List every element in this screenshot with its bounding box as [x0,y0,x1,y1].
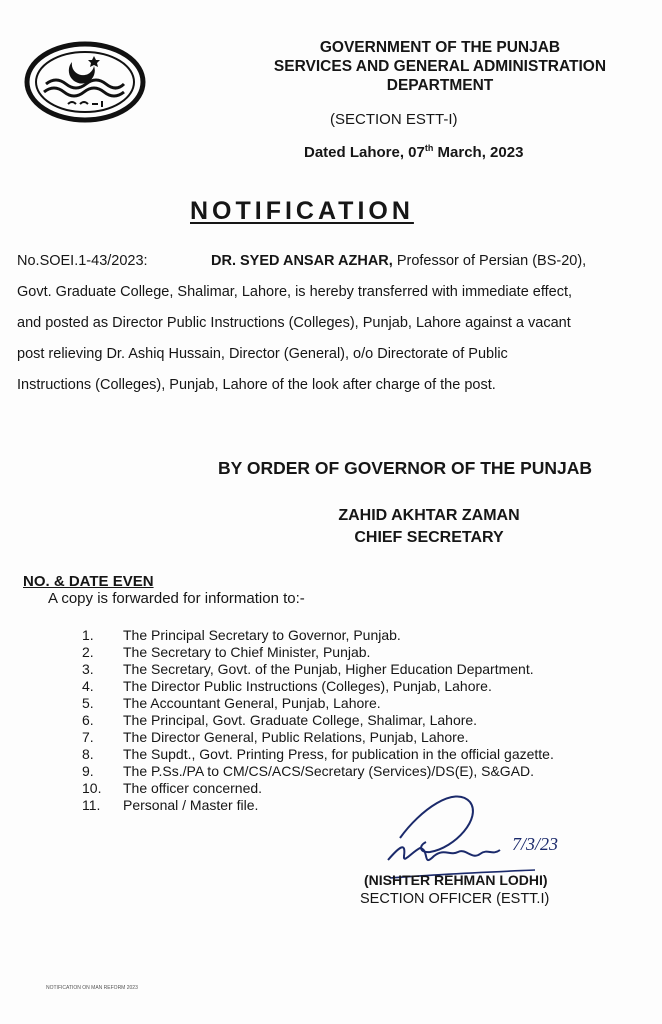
date-prefix: Dated Lahore, 07 [304,144,425,161]
list-item-number: 10. [82,780,102,796]
reference-number: No.SOEI.1-43/2023: [17,253,148,269]
list-item-number: 9. [82,763,94,779]
list-item-text: The Supdt., Govt. Printing Press, for publication in the official gazette. [123,746,554,762]
list-item-text: The Secretary to Chief Minister, Punjab. [123,644,371,660]
list-item [82,746,554,763]
officer-designation: Professor of Persian (BS-20), [392,253,587,269]
list-item-number: 8. [82,746,94,762]
list-item-text: The P.Ss./PA to CM/CS/ACS/Secretary (Services)/DS(E), S&GAD. [123,763,535,779]
list-item [82,695,554,712]
list-item-number: 5. [82,695,94,711]
chief-secretary-name: ZAHID AKHTAR ZAMAN [338,507,520,524]
list-item [82,678,554,695]
list-item-number: 1. [82,627,94,643]
punjab-emblem-icon [22,40,148,124]
list-item-number: 7. [82,729,94,745]
list-item [82,661,554,678]
list-item [82,627,554,644]
list-item-text: Personal / Master file. [123,797,259,813]
document-title: NOTIFICATION [190,197,414,225]
list-item-text: The Secretary, Govt. of the Punjab, Higher Education Department. [123,661,534,677]
footer-file-reference: NOTIFICATION ON MAN REFORM 2023 [46,985,138,991]
list-item-text: The officer concerned. [123,780,263,796]
body-line-3: and posted as Director Public Instructions (Colleges), Punjab, Lahore against a vacant [17,315,571,331]
list-item-text: The Principal, Govt. Graduate College, Shalimar, Lahore. [123,712,478,728]
body-line-2: Govt. Graduate College, Shalimar, Lahore, is hereby transferred with immediate effect, [17,284,573,300]
list-item [82,712,554,729]
body-line-5: Instructions (Colleges), Punjab, Lahore of the look after charge of the post. [17,377,496,393]
signature-date: 7/3/23 [512,834,559,854]
list-item [82,644,554,661]
list-item-number: 11. [82,797,101,813]
body-line-4: post relieving Dr. Ashiq Hussain, Director (General), o/o Directorate of Public [17,346,508,362]
list-item-number: 6. [82,712,94,728]
list-item-number: 2. [82,644,94,660]
body-line-1 [17,252,651,270]
department-header-line-2: SERVICES AND GENERAL ADMINISTRATION [273,58,607,75]
date-ordinal: th [424,143,434,153]
section-officer-name: (NISHTER REHMAN LODHI) [364,872,548,888]
list-item-text: The Principal Secretary to Governor, Punjab. [123,627,401,643]
distribution-heading: NO. & DATE EVEN [23,573,154,590]
by-order-line: BY ORDER OF GOVERNOR OF THE PUNJAB [218,458,593,478]
section-officer-title: SECTION OFFICER (ESTT.I) [360,891,550,907]
distribution-list [82,627,554,814]
list-item-number: 4. [82,678,94,694]
list-item-text: The Director General, Public Relations, Punjab, Lahore. [123,729,469,745]
department-header-line-1: GOVERNMENT OF THE PUNJAB [319,39,561,56]
list-item-number: 3. [82,661,94,677]
list-item [82,763,554,780]
chief-secretary-title: CHIEF SECRETARY [354,529,504,546]
distribution-intro: A copy is forwarded for information to:- [48,590,305,607]
date-line [304,143,523,161]
date-suffix: March, 2023 [433,144,524,161]
list-item-text: The Director Public Instructions (Colleges), Punjab, Lahore. [123,678,492,694]
officer-name: DR. SYED ANSAR AZHAR, [211,253,393,269]
section-label: (SECTION ESTT-I) [330,111,458,128]
list-item [82,729,554,746]
department-header-line-3: DEPARTMENT [386,77,494,94]
list-item-text: The Accountant General, Punjab, Lahore. [123,695,381,711]
